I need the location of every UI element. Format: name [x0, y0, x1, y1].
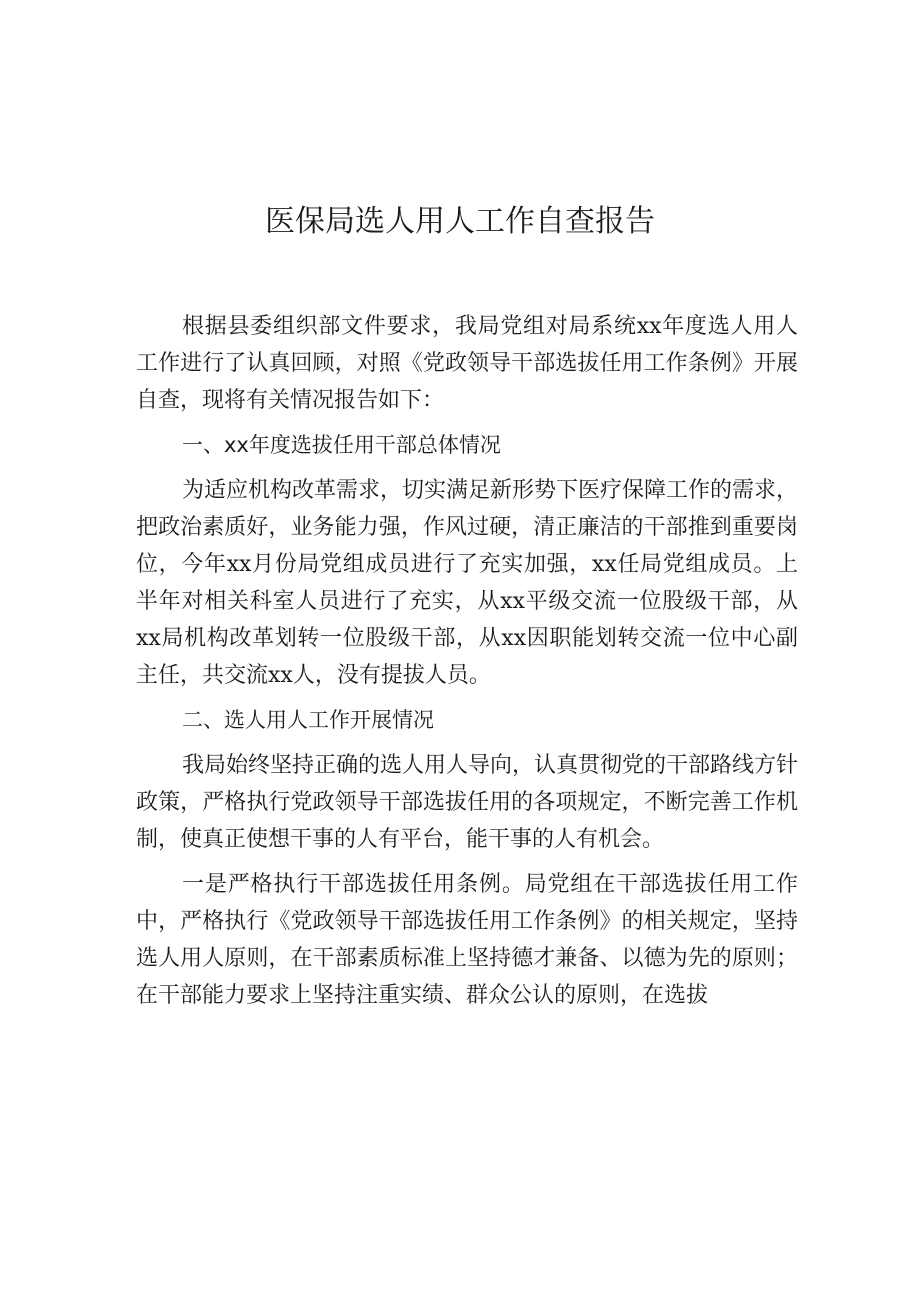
section-2-paragraph: 我局始终坚持正确的选人用人导向，认真贯彻党的干部路线方针政策，严格执行党政领导干部选拔任用的各项规定，不断完善工作机制，使真正使想干事的人有平台，能干事的人有机会。 — [136, 753, 799, 852]
section-1-paragraph: 为适应机构改革需求，切实满足新形势下医疗保障工作的需求，把政治素质好，业务能力强，作风过硬，清正廉洁的干部推到重要岗位，今年xx月份局党组成员进行了充实加强，xx任局党组成员。上半年对相关科室人员进行了充实，从xx平级交流一位股级干部，从xx局机构改革划转一位股级干部，从xx因职能划转交流一位中心副主任，共交流xx人，没有提拔人员。 — [136, 478, 799, 688]
point-1-lead: 一是严格执行干部选拔任用条例。 — [182, 872, 525, 897]
point-1-text: 局党组在干部选拔任用工作中，严格执行《党政领导干部选拔任用工作条例》的相关规定，坚持选人用人原则，在干部素质标准上坚持德才兼备、以德为先的原则；在干部能力要求上坚持注重实绩、群众公认的原则，在选拔 — [136, 872, 798, 1008]
section-heading-1: 一、xx年度选拔任用干部总体情况 — [182, 433, 501, 457]
point-1-paragraph — [136, 866, 798, 1014]
section-heading-2: 二、选人用人工作开展情况 — [182, 708, 434, 732]
document-body — [136, 308, 798, 1022]
document-title: 医保局选人用人工作自查报告 — [265, 204, 655, 239]
intro-paragraph: 根据县委组织部文件要求，我局党组对局系统xx年度选人用人工作进行了认真回顾，对照《党政领导干部选拔任用工作条例》开展自查，现将有关情况报告如下： — [136, 314, 798, 413]
